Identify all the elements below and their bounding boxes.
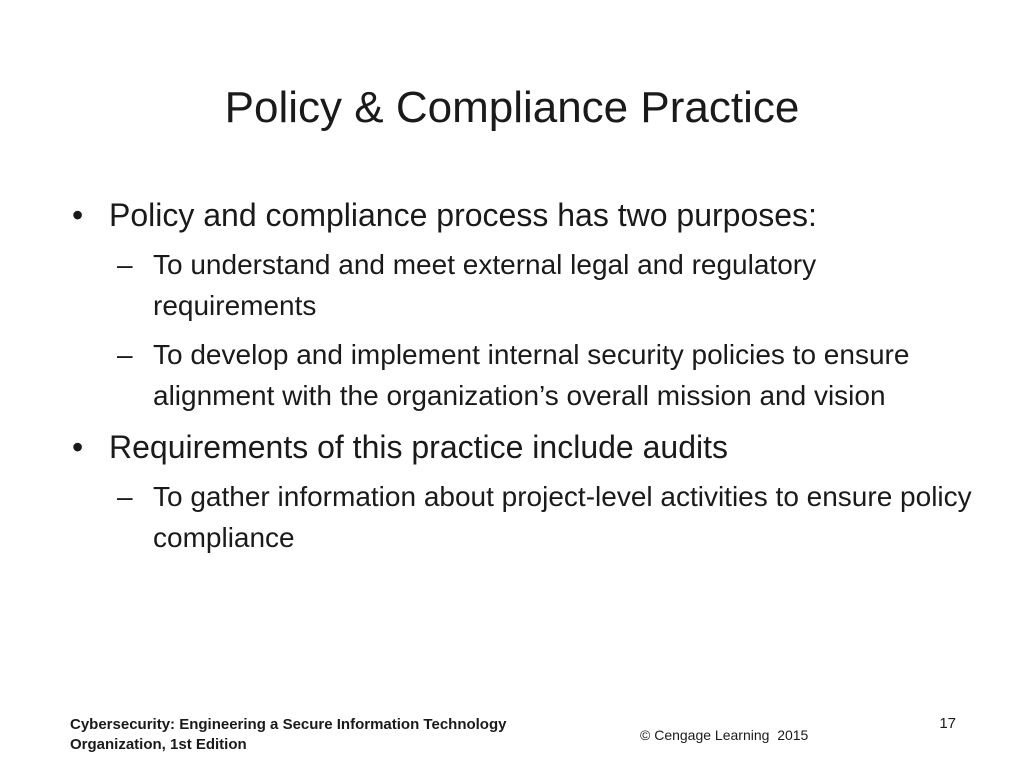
footer-book-title bbox=[70, 715, 610, 755]
bullet-marker: • bbox=[72, 197, 84, 233]
bullet-text: Policy and compliance process has two purposes: bbox=[109, 197, 817, 233]
slide-number: 17 bbox=[939, 715, 956, 732]
sub-bullet-text: To develop and implement internal security policies to ensure alignment with the organization’s overall mission and vision bbox=[153, 339, 910, 411]
slide-title: Policy & Compliance Practice bbox=[224, 83, 800, 132]
bullet-item bbox=[72, 196, 972, 234]
sub-bullet-item bbox=[117, 476, 972, 558]
sub-bullet-item bbox=[117, 244, 972, 326]
footer-book-title-line1: Cybersecurity: Engineering a Secure Information Technology bbox=[70, 716, 507, 733]
footer-copyright: © Cengage Learning 2015 bbox=[640, 727, 809, 743]
bullet-item bbox=[72, 428, 972, 466]
sub-bullet-marker: – bbox=[117, 249, 133, 280]
sub-bullet-list bbox=[72, 244, 972, 416]
sub-bullet-marker: – bbox=[117, 339, 133, 370]
bullet-marker: • bbox=[72, 429, 84, 465]
sub-bullet-text: To gather information about project-level activities to ensure policy compliance bbox=[153, 481, 972, 553]
bullet-text: Requirements of this practice include audits bbox=[109, 429, 728, 465]
slide-body bbox=[72, 196, 972, 570]
footer-book-title-line2: Organization, 1st Edition bbox=[70, 736, 247, 753]
sub-bullet-list bbox=[72, 476, 972, 558]
sub-bullet-text: To understand and meet external legal and regulatory requirements bbox=[153, 249, 817, 321]
sub-bullet-marker: – bbox=[117, 481, 133, 512]
sub-bullet-item bbox=[117, 334, 972, 416]
